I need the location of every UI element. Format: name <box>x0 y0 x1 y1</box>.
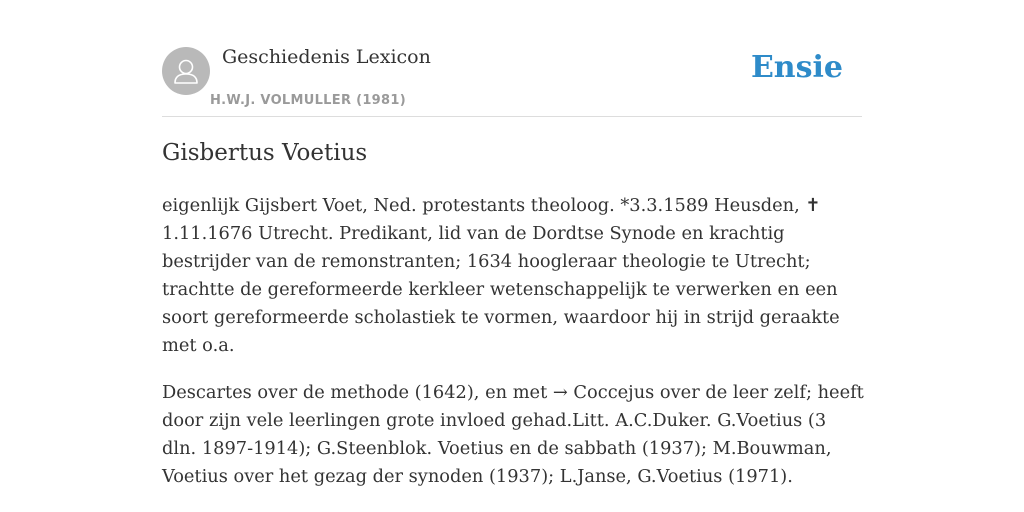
brand-logo-link[interactable]: Ensie <box>750 50 843 85</box>
entry-body <box>162 192 864 510</box>
user-silhouette-icon <box>162 47 210 95</box>
source-header <box>162 44 862 117</box>
entry-paragraph: eigenlijk Gijsbert Voet, Ned. protestants theoloog. *3.3.1589 Heusden, ✝ 1.11.1676 Utrecht. Predikant, lid van de Dordtse Synode en krachtig bestrijder van de remonstranten; 1634 hoogleraar theologie te Utrecht; trachtte de gereformeerde kerkleer wetenschappelijk te verwerken en een soort gereformeerde scholastiek te vormen, waardoor hij in strijd geraakte met o.a. <box>162 195 840 356</box>
entry-paragraph: Descartes over de methode (1642), en met → Coccejus over de leer zelf; heeft door zijn vele leerlingen grote invloed gehad.Litt. A.C.Duker. G.Voetius (3 dln. 1897-1914); G.Steenblok. Voetius en de sabbath (1937); M.Bouwman, Voetius over het gezag der synoden (1937); L.Janse, G.Voetius (1971). <box>162 382 864 487</box>
page-title: Gisbertus Voetius <box>162 140 368 166</box>
source-title[interactable]: Geschiedenis Lexicon <box>222 46 431 68</box>
source-author: H.W.J. VOLMULLER (1981) <box>210 93 406 108</box>
avatar[interactable] <box>162 47 210 95</box>
